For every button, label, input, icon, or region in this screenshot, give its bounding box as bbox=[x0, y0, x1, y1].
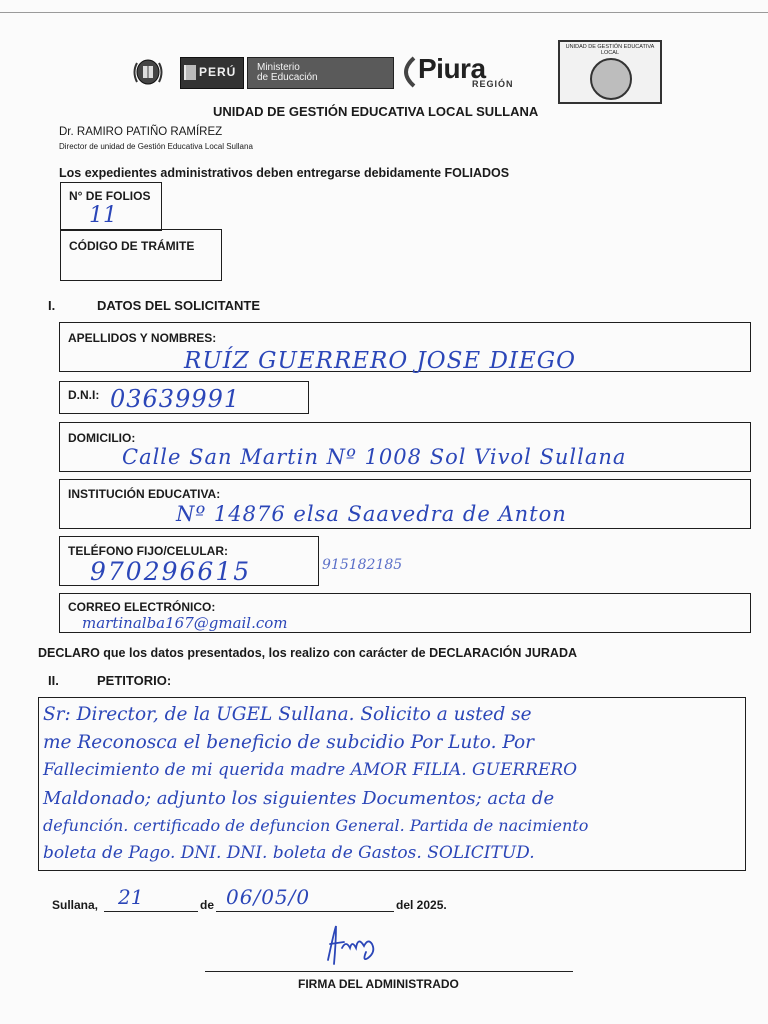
date-day: 21 bbox=[118, 885, 144, 909]
institucion-label: INSTITUCIÓN EDUCATIVA: bbox=[68, 487, 221, 501]
telefono-extra-value: 915182185 bbox=[322, 557, 403, 573]
office-title: UNIDAD DE GESTIÓN EDUCATIVA LOCAL SULLANA bbox=[213, 104, 539, 119]
institucion-value: Nº 14876 elsa Saavedra de Anton bbox=[176, 502, 567, 526]
month-underline bbox=[216, 911, 394, 912]
day-underline bbox=[104, 911, 198, 912]
petition-line: Fallecimiento de mi querida madre AMOR FILIA. GUERRERO bbox=[43, 760, 578, 780]
section1-number: I. bbox=[48, 298, 56, 313]
tramite-box bbox=[60, 229, 222, 281]
domicilio-value: Calle San Martin Nº 1008 Sol Vivol Sullana bbox=[122, 445, 627, 469]
signature-mark bbox=[322, 922, 382, 970]
peru-banner bbox=[180, 57, 244, 89]
folios-label: N° DE FOLIOS bbox=[69, 189, 151, 203]
folios-box bbox=[60, 182, 162, 231]
folios-value: 11 bbox=[89, 203, 117, 228]
signature-label: FIRMA DEL ADMINISTRADO bbox=[298, 977, 459, 991]
telefono-label: TELÉFONO FIJO/CELULAR: bbox=[68, 544, 228, 558]
petition-line: me Reconosca el beneficio de subcidio Por Luto. Por bbox=[43, 732, 535, 753]
peru-label: PERÚ bbox=[199, 65, 237, 79]
petition-box bbox=[38, 697, 746, 871]
director-role: Director de unidad de Gestión Educativa Local Sullana bbox=[59, 142, 253, 151]
correo-box bbox=[59, 593, 751, 633]
institucion-box bbox=[59, 479, 751, 529]
director-name: Dr. RAMIRO PATIÑO RAMÍREZ bbox=[59, 126, 223, 138]
dni-value: 03639991 bbox=[110, 385, 241, 413]
date-month: 06/05/0 bbox=[226, 885, 311, 909]
section1-title: DATOS DEL SOLICITANTE bbox=[97, 298, 260, 313]
correo-value: martinalba167@gmail.com bbox=[82, 614, 288, 632]
section2-title: PETITORIO: bbox=[97, 673, 172, 688]
flag-icon bbox=[184, 65, 196, 80]
dni-label: D.N.I: bbox=[68, 388, 100, 402]
ministerio-banner bbox=[247, 57, 394, 89]
ministerio-label: Ministerio bbox=[257, 62, 300, 73]
petition-line: Maldonado; adjunto los siguientes Documentos; acta de bbox=[43, 788, 555, 809]
piura-label: Piura bbox=[418, 53, 486, 84]
petition-line: Sr: Director, de la UGEL Sullana. Solicito a usted se bbox=[43, 704, 532, 725]
piura-swoosh-icon bbox=[396, 56, 418, 88]
date-city: Sullana, bbox=[52, 898, 99, 912]
region-label: REGIÓN bbox=[472, 79, 514, 89]
seal-emblem-icon bbox=[590, 58, 632, 100]
piura-logo bbox=[396, 53, 536, 91]
folios-notice: Los expedientes administrativos deben entregarse debidamente FOLIADOS bbox=[59, 166, 510, 180]
tramite-label: CÓDIGO DE TRÁMITE bbox=[69, 239, 195, 253]
section2-number: II. bbox=[48, 673, 59, 688]
educacion-label: de Educación bbox=[257, 72, 318, 83]
petition-line: boleta de Pago. DNI. DNI. boleta de Gastos. SOLICITUD. bbox=[43, 843, 535, 863]
date-year: del 2025. bbox=[396, 898, 447, 912]
telefono-box bbox=[59, 536, 319, 586]
signature-line bbox=[205, 971, 573, 972]
domicilio-label: DOMICILIO: bbox=[68, 431, 136, 445]
declaration-text: DECLARO que los datos presentados, los realizo con carácter de DECLARACIÓN JURADA bbox=[38, 646, 577, 660]
nombres-box bbox=[59, 322, 751, 372]
domicilio-box bbox=[59, 422, 751, 472]
petition-line: defunción. certificado de defuncion General. Partida de nacimiento bbox=[43, 816, 589, 835]
ugel-seal bbox=[558, 40, 662, 104]
seal-text: UNIDAD DE GESTIÓN EDUCATIVA LOCAL bbox=[565, 44, 655, 56]
page-top-line bbox=[0, 12, 768, 13]
nombres-label: APELLIDOS Y NOMBRES: bbox=[68, 331, 217, 345]
date-de: de bbox=[200, 898, 215, 912]
telefono-value: 970296615 bbox=[90, 557, 252, 586]
nombres-value: RUÍZ GUERRERO JOSE DIEGO bbox=[184, 348, 577, 374]
correo-label: CORREO ELECTRÓNICO: bbox=[68, 600, 216, 614]
dni-box bbox=[59, 381, 309, 414]
peru-coat-of-arms-icon bbox=[128, 57, 168, 87]
